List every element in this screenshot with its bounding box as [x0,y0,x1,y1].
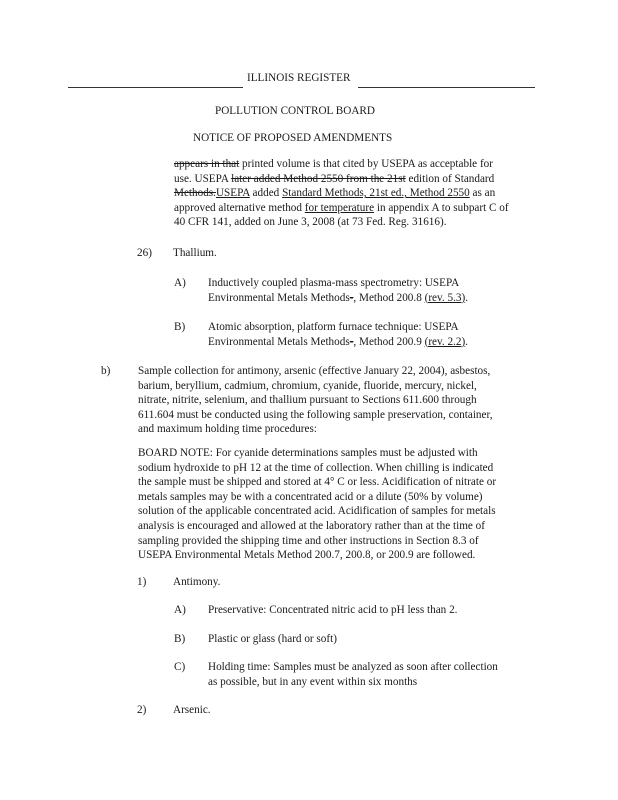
intro-line-4 [174,201,509,216]
item-1-a-text: Preservative: Concentrated nitric acid to pH less than 2. [208,604,458,616]
item-26-a-mark: A) [174,277,186,289]
underlined-text: for temperature [304,201,375,214]
board-note-line: the sample must be shipped and stored at 4° C or less. Acidification of nitrate or [138,476,497,489]
strikethrough-text: - [349,335,354,348]
section-b-line: Sample collection for antimony, arsenic (effective January 22, 2004), asbestos, [138,365,491,377]
item-1-number: 1) [137,576,147,588]
section-b-text [138,364,493,437]
item-1-c-mark: C) [174,661,186,673]
underlined-text: Standard Methods, 21st ed., Method 2550 [282,187,470,200]
intro-line-1 [174,157,509,172]
register-title: ILLINOIS REGISTER [247,72,351,84]
item-1-label: Antimony. [173,576,221,588]
underlined-text: (rev. 2.2) [424,335,466,348]
intro-text: approved alternative method [174,201,305,214]
item-text: , Method 200.9 [353,335,425,348]
item-text: Environmental Metals Methods [208,335,350,348]
item-26-a-line-1: Inductively coupled plasma-mass spectrometry: USEPA [208,277,460,289]
intro-text: as an [469,187,496,200]
item-26-b-line-2 [208,335,468,350]
section-b-line: and maximum holding time procedures: [138,423,317,436]
header-rule-left [68,87,243,88]
header-rule-right [358,87,535,88]
item-text: Environmental Metals Methods [208,291,350,304]
item-text: , Method 200.8 [353,291,425,304]
board-note-line: analysis is encouraged and allowed at the laboratory rather than at the time of [138,519,485,532]
item-1-c-line: as possible, but in any event within six months [208,675,418,688]
item-text: . [465,291,468,304]
section-b-line: 611.604 must be conducted using the following sample preservation, container, [138,408,493,421]
intro-text: in appendix A to subpart C of [374,201,509,214]
section-b-line: nitrate, nitrite, selenium, and thallium pursuant to Sections 611.600 through [138,394,477,407]
item-1-a-mark: A) [174,604,186,616]
strikethrough-text: appears in that [174,158,240,170]
item-26-b-mark: B) [174,321,186,333]
notice-title: NOTICE OF PROPOSED AMENDMENTS [193,132,393,144]
underlined-text: (rev. 5.3) [424,291,466,304]
item-text: . [465,335,468,348]
item-26-number: 26) [137,247,152,259]
item-26-a-text [208,276,468,305]
intro-text: edition of Standard [405,172,495,185]
item-1-b-mark: B) [174,633,186,645]
board-note-line: sampling provided the shipping time and other instructions in Section 8.3 of [138,534,479,547]
intro-line-5: 40 CFR 141, added on June 3, 2008 (at 73 Fed. Reg. 31616). [174,216,447,229]
strikethrough-text: - [349,291,354,304]
board-note-line: metals samples may be with a concentrated acid or a dilute (50% by volume) [138,490,483,503]
section-b-line: barium, beryllium, cadmium, chromium, cyanide, fluoride, mercury, nickel, [138,379,477,392]
strikethrough-text: Methods. [174,187,216,200]
intro-paragraph [174,157,509,230]
item-1-b-text: Plastic or glass (hard or soft) [208,633,337,645]
board-note [138,446,496,563]
item-26-b-text [208,320,468,349]
item-1-c-text [208,660,498,689]
item-26-a-line-2 [208,291,468,306]
intro-text: added [249,187,283,200]
item-26-label: Thallium. [173,247,217,259]
intro-line-2 [174,172,509,187]
board-note-line: sodium hydroxide to pH 12 at the time of collection. When chilling is indicated [138,461,494,474]
strikethrough-text: later added Method 2550 from the 21st [231,172,406,185]
item-2-label: Arsenic. [173,704,211,716]
intro-text: use. USEPA [174,172,232,185]
board-title: POLLUTION CONTROL BOARD [215,105,375,117]
underlined-text: USEPA [215,187,250,200]
board-note-line: solution of the applicable concentrated acid. Acidification of samples for metals [138,505,496,518]
item-1-c-line: Holding time: Samples must be analyzed as soon after collection [208,661,498,673]
item-2-number: 2) [137,704,147,716]
board-note-line: USEPA Environmental Metals Method 200.7, 200.8, or 200.9 are followed. [138,549,476,562]
intro-text: printed volume is that cited by USEPA as acceptable for [239,158,493,170]
item-26-b-line-1: Atomic absorption, platform furnace technique: USEPA [208,321,459,333]
intro-line-3 [174,186,509,201]
board-note-line: BOARD NOTE: For cyanide determinations samples must be adjusted with [138,447,478,459]
section-b-mark: b) [101,365,111,377]
